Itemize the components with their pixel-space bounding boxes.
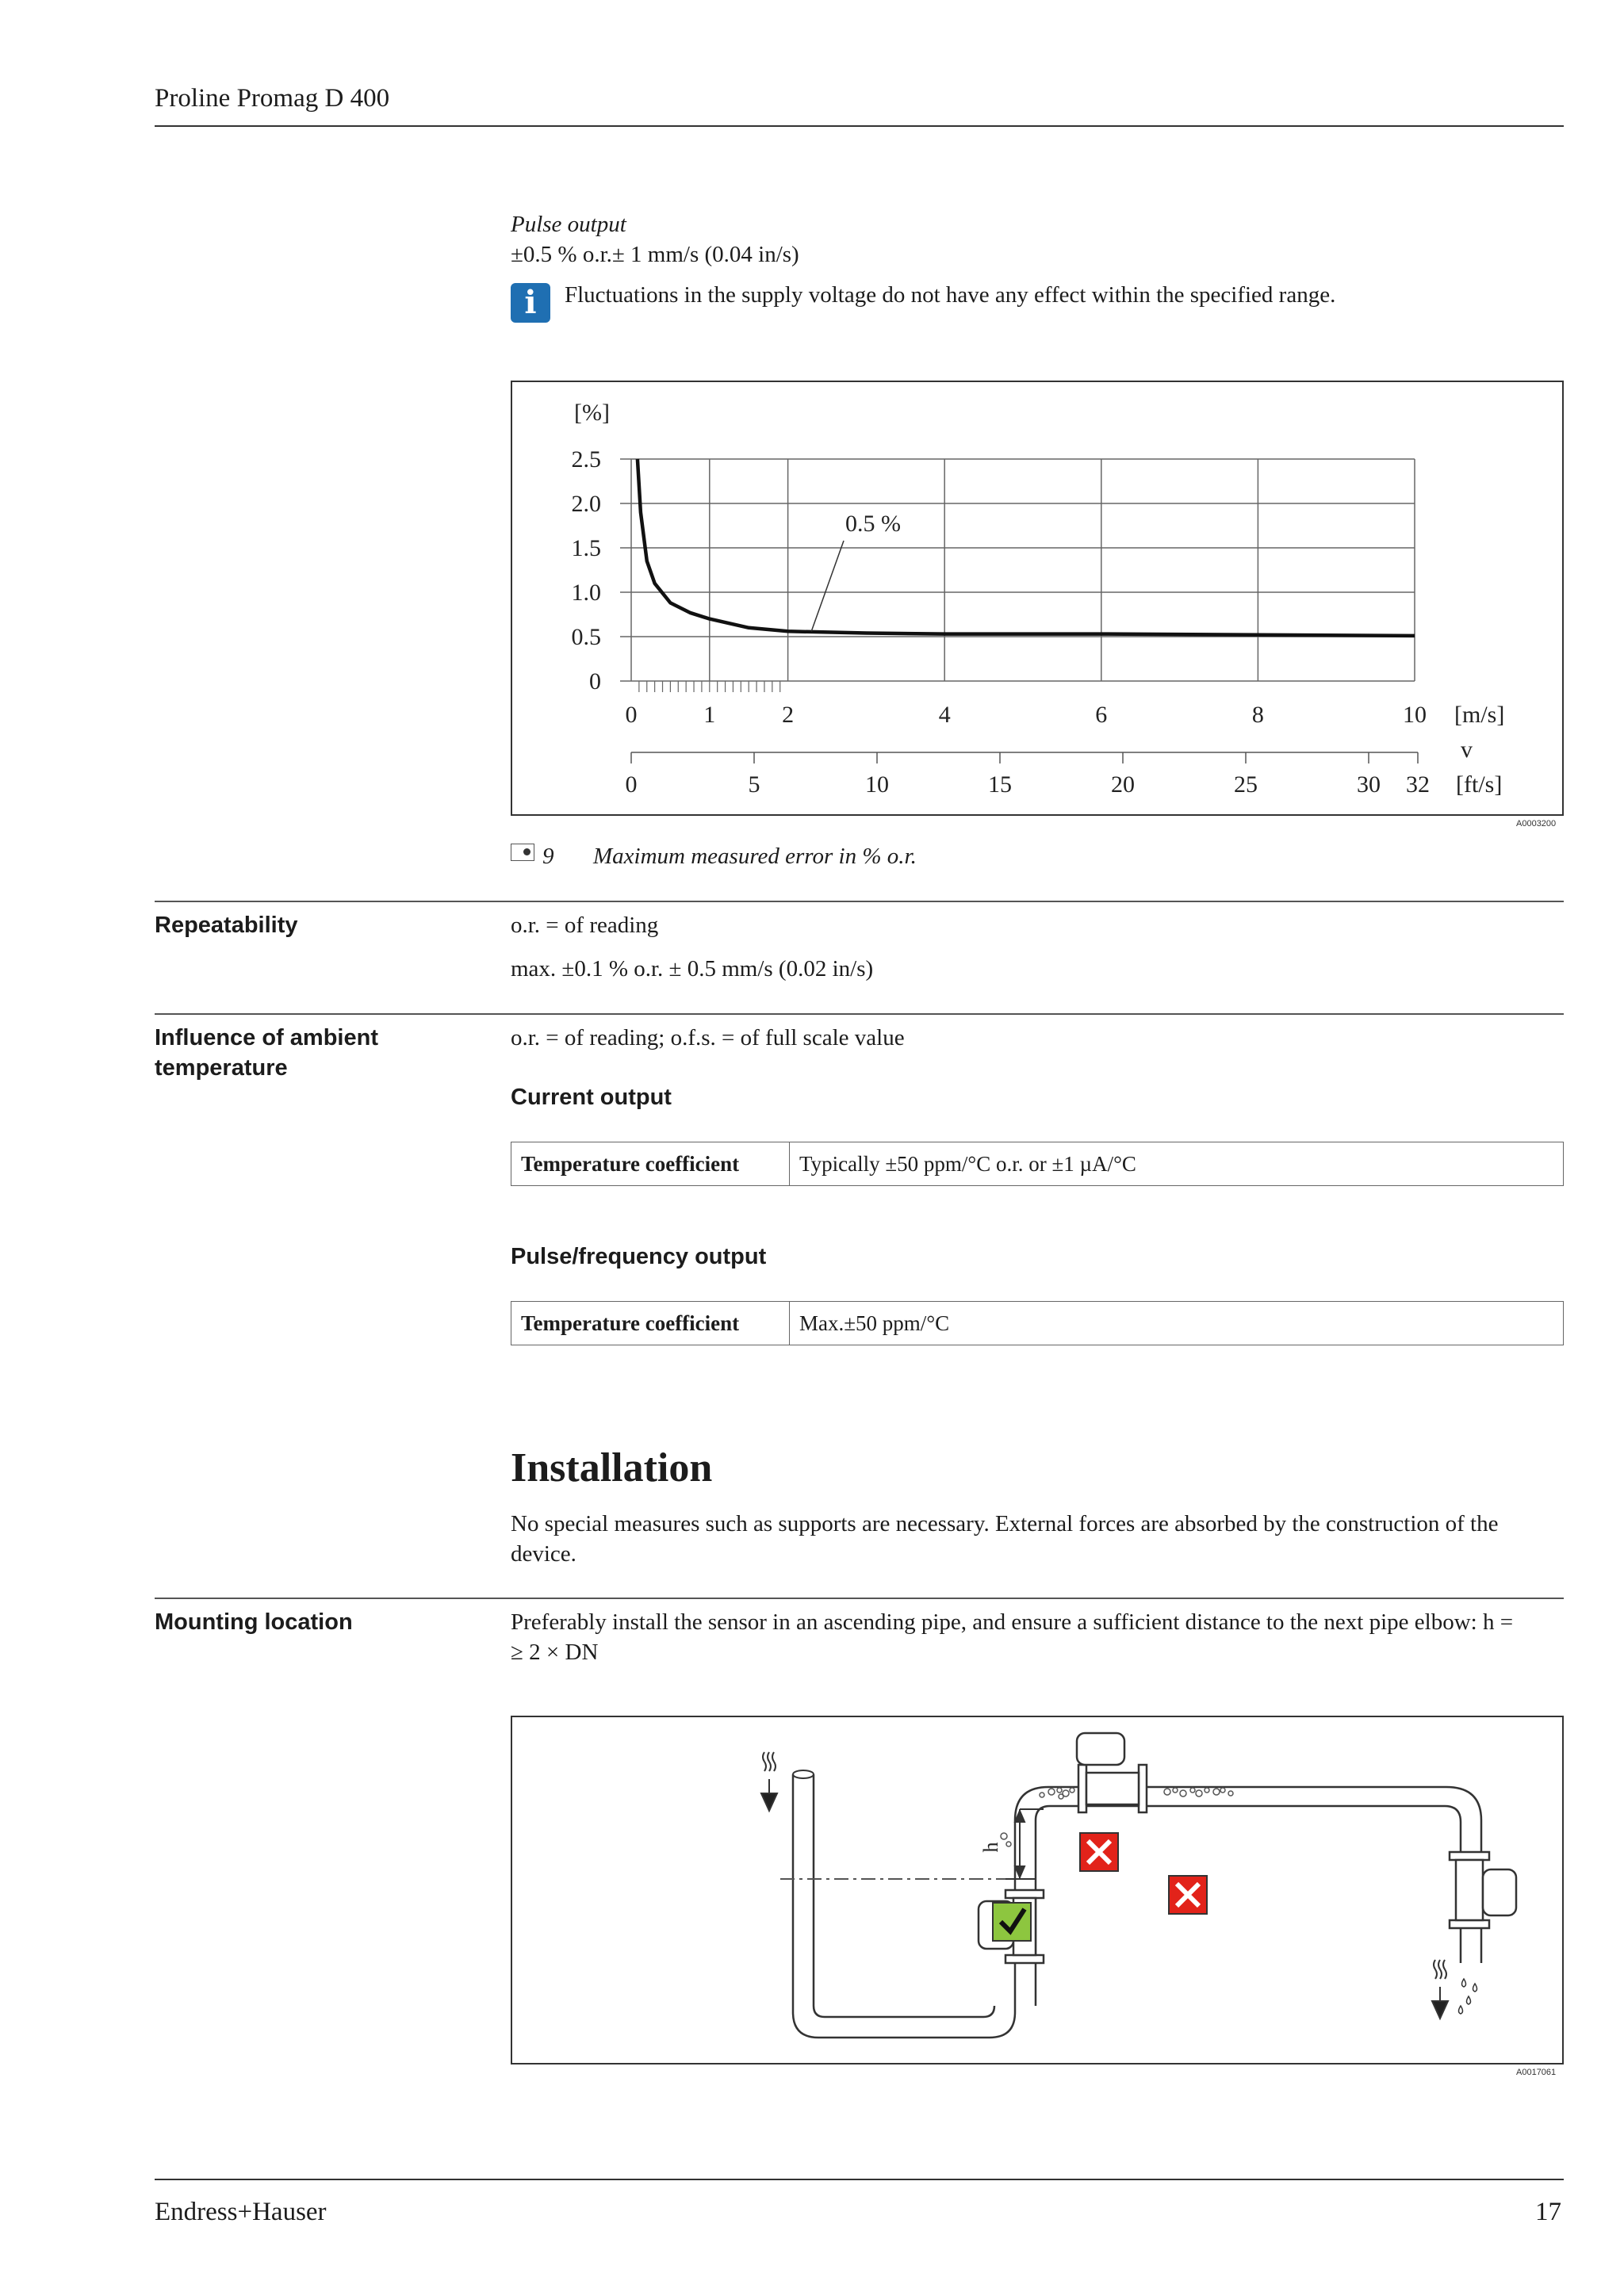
x-tick-label: 4 xyxy=(938,702,951,728)
x2-tick-label: 32 xyxy=(1406,771,1430,798)
diagram-figure-code: A0017061 xyxy=(1516,2068,1557,2077)
mounting-diagram xyxy=(512,1717,1562,2063)
y-tick-label: 1.5 xyxy=(571,535,601,561)
installation-text-line1: No special measures such as supports are necessary. External forces are absorbed by the construction of the xyxy=(511,1511,1499,1536)
installation-title: Installation xyxy=(511,1445,713,1490)
chart-frame xyxy=(511,381,1564,816)
pulse-output-note: Fluctuations in the supply voltage do not have any effect within the specified range. xyxy=(565,282,1336,308)
mounting-text-line2: ≥ 2 × DN xyxy=(511,1640,599,1665)
table-row xyxy=(511,1142,1564,1186)
table-row xyxy=(511,1302,1564,1345)
sensor-top xyxy=(1077,1733,1147,1812)
section-rule xyxy=(155,901,1564,902)
x2-axis-symbol: v xyxy=(1461,737,1473,763)
figure-number: 9 xyxy=(542,844,554,869)
water-drops-icon xyxy=(1459,1979,1477,2014)
x2-tick-label: 10 xyxy=(865,771,889,798)
x2-tick-label: 20 xyxy=(1111,771,1135,798)
check-icon xyxy=(993,1903,1031,1941)
flow-arrow-icon xyxy=(1432,1960,1448,2019)
figure-icon xyxy=(511,844,534,861)
sensor-right xyxy=(1450,1852,1516,1963)
error-chart xyxy=(512,382,1562,814)
y-tick-label: 2.5 xyxy=(571,446,601,473)
x-tick-label: 10 xyxy=(1403,702,1427,728)
x-tick-label: 2 xyxy=(782,702,795,728)
chart-figure-code: A0003200 xyxy=(1516,819,1557,828)
annotation-leader xyxy=(811,541,844,631)
section-rule xyxy=(155,1598,1564,1599)
installation-text-line2: device. xyxy=(511,1541,576,1567)
y-axis-label: [%] xyxy=(574,400,610,426)
footer-rule xyxy=(155,2179,1564,2180)
x2-axis-label: [ft/s] xyxy=(1456,771,1503,798)
footer-brand: Endress+Hauser xyxy=(155,2198,327,2226)
info-icon: i xyxy=(511,283,550,323)
figure-caption: Maximum measured error in % o.r. xyxy=(593,844,917,869)
x-tick-label: 0 xyxy=(625,702,638,728)
ambient-label-line2: temperature xyxy=(155,1055,288,1081)
current-output-table xyxy=(511,1142,1564,1186)
x2-tick-label: 0 xyxy=(625,771,638,798)
x2-tick-label: 25 xyxy=(1234,771,1258,798)
header-rule xyxy=(155,125,1564,127)
mounting-diagram-frame xyxy=(511,1716,1564,2064)
pulse-frequency-table xyxy=(511,1301,1564,1345)
table-key: Temperature coefficient xyxy=(511,1302,790,1345)
x-tick-label: 1 xyxy=(703,702,716,728)
curve-annotation: 0.5 % xyxy=(845,511,901,537)
ambient-label-line1: Influence of ambient xyxy=(155,1025,378,1050)
table-value: Typically ±50 ppm/°C o.r. or ±1 µA/°C xyxy=(790,1142,1564,1186)
x-axis-label: [m/s] xyxy=(1454,702,1505,728)
ambient-intro: o.r. = of reading; o.f.s. = of full scale value xyxy=(511,1025,905,1050)
pulse-frequency-heading: Pulse/frequency output xyxy=(511,1244,767,1269)
mounting-text-line1: Preferably install the sensor in an ascending pipe, and ensure a sufficient distance to the next pipe elbow: h = xyxy=(511,1609,1514,1635)
pulse-output-value: ±0.5 % o.r.± 1 mm/s (0.04 in/s) xyxy=(511,242,799,267)
mounting-label: Mounting location xyxy=(155,1609,353,1635)
x-tick-label: 6 xyxy=(1095,702,1108,728)
pulse-output-heading: Pulse output xyxy=(511,212,626,237)
x2-tick-label: 15 xyxy=(988,771,1012,798)
y-tick-label: 0.5 xyxy=(571,624,601,650)
x2-tick-label: 5 xyxy=(748,771,760,798)
current-output-heading: Current output xyxy=(511,1085,672,1110)
cross-icon xyxy=(1169,1876,1207,1914)
y-tick-label: 2.0 xyxy=(571,491,601,517)
table-key: Temperature coefficient xyxy=(511,1142,790,1186)
document-header-title: Proline Promag D 400 xyxy=(155,84,390,113)
x2-tick-label: 30 xyxy=(1357,771,1381,798)
y-tick-label: 1.0 xyxy=(571,580,601,606)
footer-page-number: 17 xyxy=(1535,2198,1561,2226)
repeatability-line2: max. ±0.1 % o.r. ± 0.5 mm/s (0.02 in/s) xyxy=(511,956,874,982)
h-dimension-label: h xyxy=(979,1842,1002,1853)
repeatability-line1: o.r. = of reading xyxy=(511,913,659,938)
x-tick-label: 8 xyxy=(1251,702,1264,728)
repeatability-label: Repeatability xyxy=(155,913,298,938)
flow-arrow-icon xyxy=(761,1752,777,1811)
section-rule xyxy=(155,1013,1564,1015)
cross-icon xyxy=(1080,1833,1118,1871)
table-value: Max.±50 ppm/°C xyxy=(790,1302,1564,1345)
y-tick-label: 0 xyxy=(589,668,601,695)
